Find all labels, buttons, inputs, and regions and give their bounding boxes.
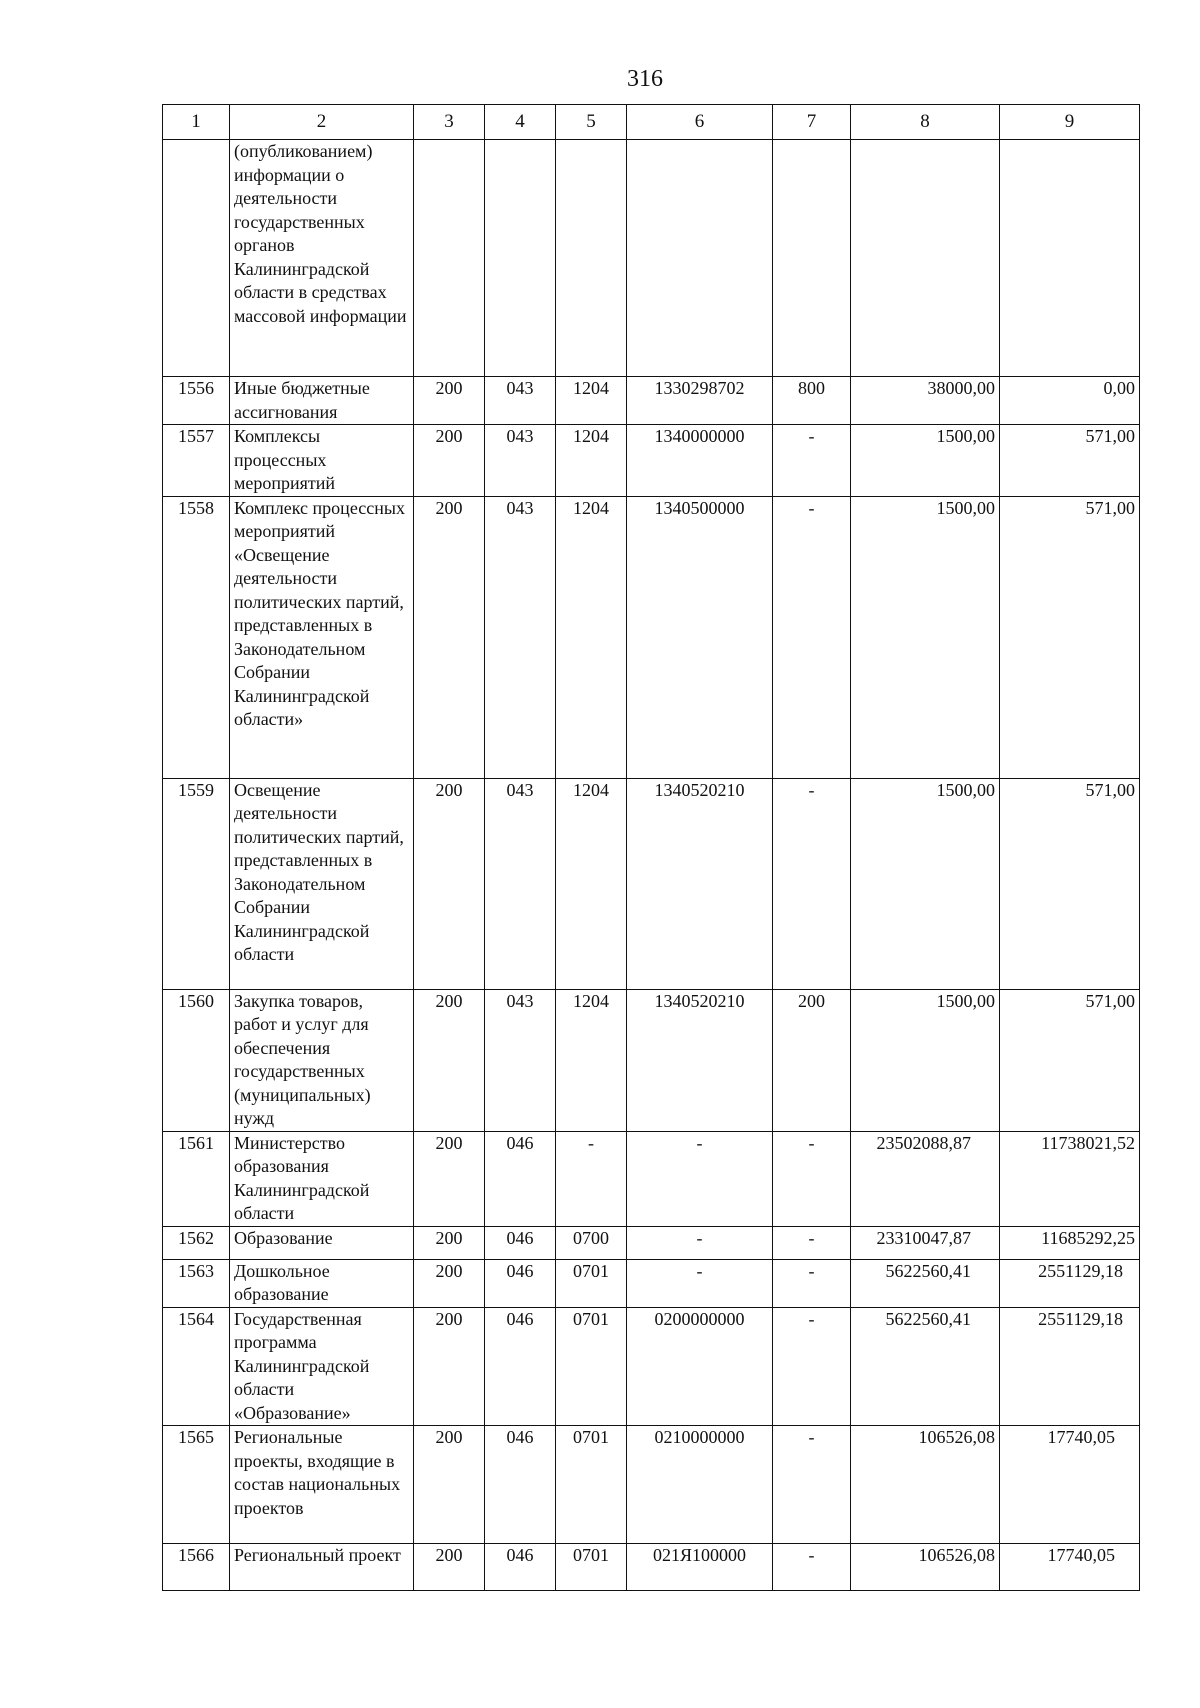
- header-cell: 7: [773, 105, 851, 140]
- row-number: 1561: [163, 1131, 230, 1226]
- row-col4: [485, 140, 556, 377]
- row-name: Дошкольное образование: [230, 1259, 414, 1307]
- row-col3: 200: [414, 1307, 485, 1426]
- row-col6: -: [627, 1226, 773, 1259]
- budget-table: [162, 104, 1140, 1591]
- row-col5: 0701: [556, 1426, 627, 1544]
- row-col9: 2551129,18: [1000, 1307, 1140, 1426]
- header-cell: 2: [230, 105, 414, 140]
- table-row: [163, 425, 1140, 497]
- table-row: [163, 1131, 1140, 1226]
- row-col3: [414, 140, 485, 377]
- row-name: Комплекс процессных мероприятий «Освещение деятельности политических партий, представленных в Законодательном Собрании Калининградской области»: [230, 496, 414, 778]
- table-row: [163, 989, 1140, 1131]
- table-row: [163, 377, 1140, 425]
- row-col3: 200: [414, 989, 485, 1131]
- row-col7: -: [773, 1131, 851, 1226]
- row-number: 1560: [163, 989, 230, 1131]
- row-col5: 1204: [556, 778, 627, 989]
- row-col3: 200: [414, 1259, 485, 1307]
- table-row: [163, 1307, 1140, 1426]
- row-col9: 571,00: [1000, 496, 1140, 778]
- row-col6: 1340000000: [627, 425, 773, 497]
- row-col9: 17740,05: [1000, 1426, 1140, 1544]
- row-col3: 200: [414, 496, 485, 778]
- row-col6: 1340520210: [627, 778, 773, 989]
- row-col5: -: [556, 1131, 627, 1226]
- row-col9: 17740,05: [1000, 1544, 1140, 1591]
- row-name: Региональные проекты, входящие в состав национальных проектов: [230, 1426, 414, 1544]
- row-number: 1563: [163, 1259, 230, 1307]
- row-name: Освещение деятельности политических партий, представленных в Законодательном Собрании Калининградской области: [230, 778, 414, 989]
- row-col4: 046: [485, 1226, 556, 1259]
- row-col8: 23502088,87: [851, 1131, 1000, 1226]
- row-col4: 043: [485, 778, 556, 989]
- row-col3: 200: [414, 1544, 485, 1591]
- row-col7: -: [773, 496, 851, 778]
- row-name: Государственная программа Калининградской области «Образование»: [230, 1307, 414, 1426]
- row-col8: 1500,00: [851, 989, 1000, 1131]
- row-col8: 23310047,87: [851, 1226, 1000, 1259]
- row-col8: 1500,00: [851, 778, 1000, 989]
- row-col7: 800: [773, 377, 851, 425]
- table-row: [163, 496, 1140, 778]
- row-col9: 571,00: [1000, 989, 1140, 1131]
- row-col6: 0210000000: [627, 1426, 773, 1544]
- row-col5: 1204: [556, 989, 627, 1131]
- header-cell: 4: [485, 105, 556, 140]
- row-col7: [773, 140, 851, 377]
- row-col9: 11738021,52: [1000, 1131, 1140, 1226]
- row-number: 1565: [163, 1426, 230, 1544]
- row-col9: 0,00: [1000, 377, 1140, 425]
- row-col7: 200: [773, 989, 851, 1131]
- header-cell: 5: [556, 105, 627, 140]
- row-col4: 046: [485, 1544, 556, 1591]
- row-col8: 1500,00: [851, 425, 1000, 497]
- row-col4: 043: [485, 425, 556, 497]
- row-col3: 200: [414, 425, 485, 497]
- row-col5: 0701: [556, 1259, 627, 1307]
- row-number: 1564: [163, 1307, 230, 1426]
- row-col9: 2551129,18: [1000, 1259, 1140, 1307]
- row-col3: 200: [414, 1131, 485, 1226]
- row-number: 1557: [163, 425, 230, 497]
- row-col5: 0700: [556, 1226, 627, 1259]
- row-name: Комплексы процессных мероприятий: [230, 425, 414, 497]
- row-number: 1558: [163, 496, 230, 778]
- row-col5: 1204: [556, 377, 627, 425]
- header-cell: 9: [1000, 105, 1140, 140]
- row-col6: 0200000000: [627, 1307, 773, 1426]
- row-col6: 021Я100000: [627, 1544, 773, 1591]
- header-cell: 1: [163, 105, 230, 140]
- page-number: 316: [627, 66, 663, 92]
- row-col9: 571,00: [1000, 778, 1140, 989]
- row-col3: 200: [414, 1226, 485, 1259]
- row-col4: 046: [485, 1426, 556, 1544]
- row-col5: 1204: [556, 425, 627, 497]
- table-row: [163, 778, 1140, 989]
- row-name: (опубликованием) информации о деятельности государственных органов Калининградской области в средствах массовой информации: [230, 140, 414, 377]
- row-col7: -: [773, 1307, 851, 1426]
- row-col5: 0701: [556, 1544, 627, 1591]
- row-col4: 046: [485, 1259, 556, 1307]
- row-col3: 200: [414, 377, 485, 425]
- row-col6: -: [627, 1131, 773, 1226]
- row-col9: 571,00: [1000, 425, 1140, 497]
- header-cell: 6: [627, 105, 773, 140]
- row-col8: 5622560,41: [851, 1259, 1000, 1307]
- row-col6: 1340520210: [627, 989, 773, 1131]
- row-col7: -: [773, 1426, 851, 1544]
- table-row: [163, 1544, 1140, 1591]
- row-col8: 5622560,41: [851, 1307, 1000, 1426]
- table-row: [163, 140, 1140, 377]
- row-col4: 046: [485, 1131, 556, 1226]
- row-col6: 1340500000: [627, 496, 773, 778]
- row-col4: 043: [485, 989, 556, 1131]
- row-name: Закупка товаров, работ и услуг для обеспечения государственных (муниципальных) нужд: [230, 989, 414, 1131]
- row-col8: 1500,00: [851, 496, 1000, 778]
- row-col6: [627, 140, 773, 377]
- header-cell: 8: [851, 105, 1000, 140]
- row-col8: 106526,08: [851, 1544, 1000, 1591]
- row-col7: -: [773, 425, 851, 497]
- row-name: Образование: [230, 1226, 414, 1259]
- row-col6: 1330298702: [627, 377, 773, 425]
- row-col8: 106526,08: [851, 1426, 1000, 1544]
- row-col9: 11685292,25: [1000, 1226, 1140, 1259]
- row-col4: 046: [485, 1307, 556, 1426]
- row-name: Министерство образования Калининградской области: [230, 1131, 414, 1226]
- row-name: Региональный проект: [230, 1544, 414, 1591]
- table-row: [163, 1226, 1140, 1259]
- row-col7: -: [773, 1259, 851, 1307]
- row-col7: -: [773, 1226, 851, 1259]
- row-number: 1566: [163, 1544, 230, 1591]
- row-number: 1559: [163, 778, 230, 989]
- row-col9: [1000, 140, 1140, 377]
- row-col7: -: [773, 1544, 851, 1591]
- row-number: [163, 140, 230, 377]
- row-col5: [556, 140, 627, 377]
- table-row: [163, 1426, 1140, 1544]
- row-col3: 200: [414, 778, 485, 989]
- row-col8: 38000,00: [851, 377, 1000, 425]
- row-col8: [851, 140, 1000, 377]
- row-col7: -: [773, 778, 851, 989]
- row-col5: 0701: [556, 1307, 627, 1426]
- row-col3: 200: [414, 1426, 485, 1544]
- row-col4: 043: [485, 496, 556, 778]
- table-row: [163, 1259, 1140, 1307]
- row-col5: 1204: [556, 496, 627, 778]
- row-col4: 043: [485, 377, 556, 425]
- row-col6: -: [627, 1259, 773, 1307]
- row-number: 1556: [163, 377, 230, 425]
- row-number: 1562: [163, 1226, 230, 1259]
- header-row: [163, 105, 1140, 140]
- header-cell: 3: [414, 105, 485, 140]
- row-name: Иные бюджетные ассигнования: [230, 377, 414, 425]
